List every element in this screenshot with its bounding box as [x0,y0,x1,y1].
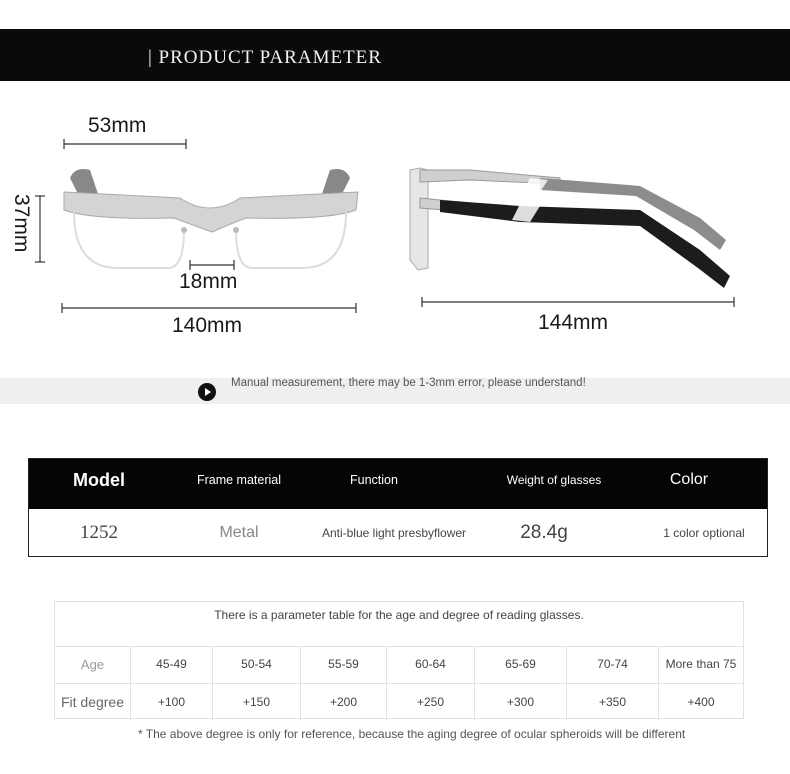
side-lens-rim [410,168,428,270]
lens-height-label: 37mm [10,194,33,253]
left-lens-rim [74,212,184,268]
header-banner [0,29,790,81]
degree-cell: +250 [387,684,475,721]
spec-value-function: Anti-blue light presbyflower [321,526,467,540]
age-table-caption: There is a parameter table for the age and degree of reading glasses. [55,602,743,647]
spec-value-material: Metal [219,524,259,541]
header-title: | PRODUCT PARAMETER [148,47,382,68]
degree-row [55,684,743,721]
degree-cell: +350 [567,684,659,721]
degree-cell: +100 [131,684,213,721]
spec-header-weight: Weight of glasses [506,473,602,487]
spec-header-function: Function [350,473,398,487]
age-cell: 60-64 [387,646,475,683]
degree-cell: +400 [687,695,715,709]
age-degree-table [54,601,744,719]
degree-cell: +150 [213,684,301,721]
spec-value-model: 1252 [80,522,118,543]
bridge-width-label: 18mm [179,270,238,293]
spec-value-weight: 28.4g [520,522,568,543]
age-cell: 55-59 [301,646,387,683]
spec-header-material: Frame material [196,473,282,487]
notice-text: Manual measurement, there may be 1-3mm error, please understand! [231,377,586,389]
side-view-frame [410,168,730,288]
spec-table [28,458,768,557]
age-cell: 65-69 [475,646,567,683]
right-lens-rim [236,212,346,268]
play-icon [198,383,216,401]
degree-label: Fit degree [55,684,131,721]
age-cell: 50-54 [213,646,301,683]
spec-header-model: Model [73,470,125,490]
lens-width-label: 53mm [88,114,147,137]
age-cell: More than 75 [665,657,737,671]
age-cell: 45-49 [131,646,213,683]
spec-value-color: 1 color optional [663,526,745,540]
spec-header-color: Color [669,471,709,488]
age-row [55,646,743,684]
degree-cell: +200 [301,684,387,721]
temple-length-label: 144mm [538,311,609,334]
footnote: * The above degree is only for reference, because the aging degree of ocular spheroids will be different [138,727,686,741]
spec-table-header [29,459,767,509]
front-brow-bar [64,192,358,232]
age-cell: 70-74 [567,646,659,683]
age-label: Age [55,646,131,683]
right-nose-pad [233,227,239,233]
frame-width-label: 140mm [172,314,243,337]
left-nose-pad [181,227,187,233]
front-view-frame [64,169,358,268]
degree-cell: +300 [475,684,567,721]
